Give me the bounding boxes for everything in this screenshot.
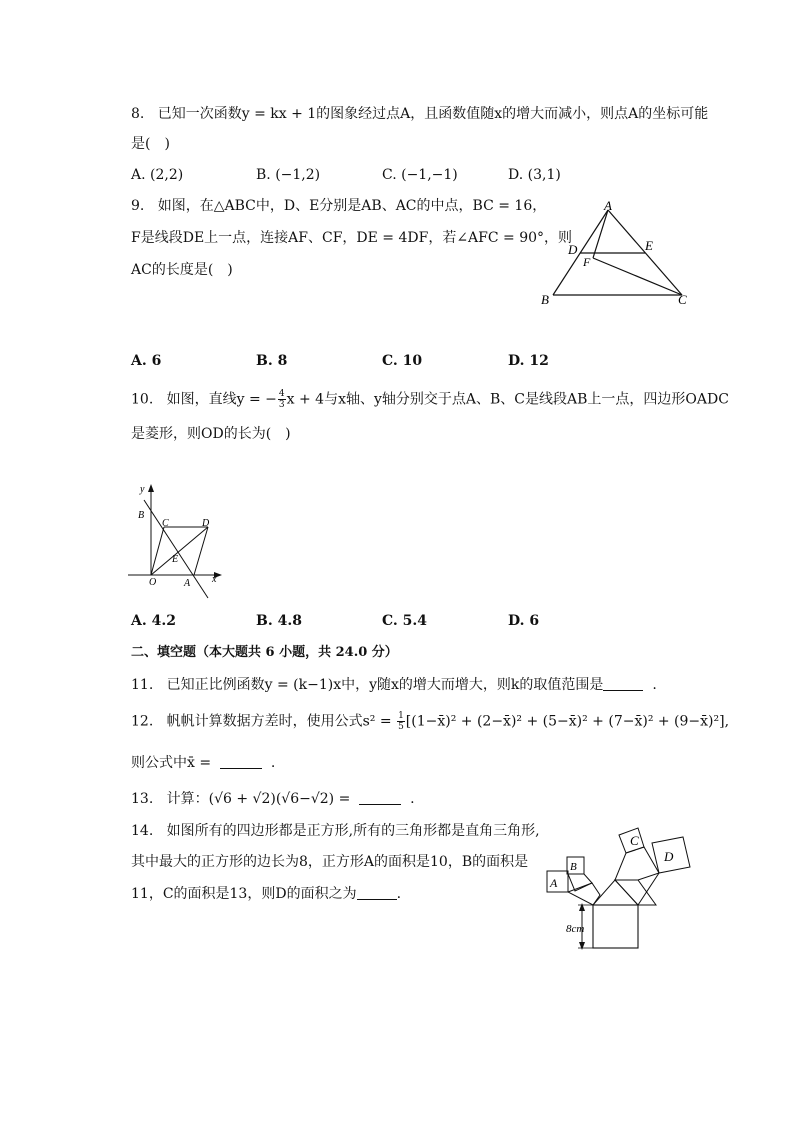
q12-number: 12. [131, 713, 154, 730]
q11-answer-blank[interactable] [603, 676, 643, 691]
q11-stem: 已知正比例函数y = (k−1)x中，y随x的增大而增大，则k的取值范围是 [166, 677, 604, 693]
q10-frac-den: 3 [278, 400, 285, 410]
q12-line2 [131, 753, 275, 773]
q10-stem-b: x + 4与x轴、y轴分别交于点A、B、C是线段AB上一点，四边形OADC [286, 391, 729, 408]
q10-line2: 是菱形，则OD的长为( ) [131, 426, 291, 442]
q8-number: 8. [131, 106, 145, 122]
q9-option-a[interactable]: A. 6 [131, 353, 162, 369]
q10-label-b: B [138, 510, 145, 521]
q9-line3: AC的长度是( ) [131, 262, 233, 278]
q13-answer-blank[interactable] [359, 790, 401, 805]
q14-line3 [131, 884, 401, 904]
q11-line [131, 675, 657, 695]
q9-label-e: E [645, 238, 653, 253]
q14-label-c: C [630, 833, 639, 848]
q10-label-e: E [172, 554, 179, 565]
q10-fraction [278, 389, 286, 410]
q12-period: . [270, 755, 276, 771]
q14-line1 [131, 821, 540, 841]
q9-line2: F是线段DE上一点，连接AF、CF，DE = 4DF，若∠AFC = 90°，则 [131, 230, 573, 246]
q14-label-d: D [664, 849, 674, 864]
q10-option-d[interactable]: D. 6 [508, 613, 540, 629]
q8-option-d[interactable]: D. (3,1) [508, 167, 561, 183]
q12-frac-num: 1 [398, 711, 404, 721]
q10-label-y: y [140, 484, 145, 495]
q12-stem-a: 帆帆计算数据方差时，使用公式s² = [166, 713, 397, 730]
q14-number: 14. [131, 823, 154, 839]
q8-line1 [131, 104, 708, 124]
q10-option-c[interactable]: C. 5.4 [382, 613, 428, 629]
q9-option-c[interactable]: C. 10 [382, 353, 423, 369]
q9-label-c: C [678, 292, 687, 307]
q12-stem-b: [(1−x̄)² + (2−x̄)² + (5−x̄)² + (7−x̄)² + (9−x̄)²], [405, 713, 730, 730]
q12-answer-blank[interactable] [220, 754, 262, 769]
q10-label-o: O [149, 577, 157, 588]
q8-option-a[interactable]: A. (2,2) [131, 167, 184, 183]
q13-number: 13. [131, 791, 154, 807]
q13-line [131, 789, 415, 809]
q14-label-b: B [570, 861, 577, 873]
q9-option-b[interactable]: B. 8 [256, 353, 288, 369]
q14-stem-line1: 如图所有的四边形都是正方形,所有的三角形都是直角三角形, [166, 823, 540, 839]
q14-label-a: A [550, 876, 558, 890]
q10-label-c: C [162, 518, 169, 529]
q10-option-a[interactable]: A. 4.2 [131, 613, 176, 629]
q14-period: . [396, 886, 402, 902]
q9-label-f: F [583, 255, 591, 269]
q14-stem-line3: 11，C的面积是13，则D的面积之为 [131, 886, 357, 902]
q13-stem: 计算：(√6 + √2)(√6−√2) = [166, 791, 351, 807]
q12-frac-den: 5 [398, 722, 404, 732]
q10-label-a: A [184, 578, 191, 589]
q9-number: 9. [131, 198, 145, 214]
q14-label-8cm: 8cm [566, 923, 585, 935]
section-2-title: 二、填空题（本大题共 6 小题，共 24.0 分） [131, 645, 398, 660]
q10-line1 [131, 389, 729, 410]
q13-period: . [410, 791, 415, 807]
q9-stem: 如图，在△ABC中，D、E分别是AB、AC的中点，BC = 16， [157, 198, 547, 214]
q11-number: 11. [131, 677, 154, 693]
q9-label-d: D [568, 242, 578, 257]
q9-line1 [131, 196, 546, 216]
q14-answer-blank[interactable] [357, 885, 397, 900]
q10-option-b[interactable]: B. 4.8 [256, 613, 302, 629]
q14-squares-figure [540, 823, 710, 953]
q11-period: . [652, 677, 657, 693]
q10-label-d: D [202, 518, 210, 529]
q12-line1 [131, 711, 729, 732]
q8-option-b[interactable]: B. (−1,2) [256, 167, 321, 183]
q9-label-b: B [541, 292, 549, 307]
q10-coordinate-figure [126, 480, 226, 600]
q10-stem-a: 如图，直线y = − [166, 391, 277, 408]
q9-option-d[interactable]: D. 12 [508, 353, 549, 369]
q9-triangle-figure [535, 198, 700, 313]
q8-stem: 已知一次函数y = kx + 1的图象经过点A，且函数值随x的增大而减小，则点A的坐标可能 [157, 106, 709, 122]
q14-line2: 其中最大的正方形的边长为8，正方形A的面积是10，B的面积是 [131, 854, 529, 870]
q10-label-x: x [212, 574, 217, 585]
q12-stem-line2: 则公式中x̄ = [131, 755, 212, 771]
q9-label-a: A [604, 198, 612, 213]
q8-line2: 是( ) [131, 136, 170, 152]
q10-number: 10. [131, 391, 154, 408]
q10-frac-num: 4 [278, 389, 285, 399]
q12-fraction [397, 711, 405, 732]
q8-option-c[interactable]: C. (−1,−1) [382, 167, 458, 183]
